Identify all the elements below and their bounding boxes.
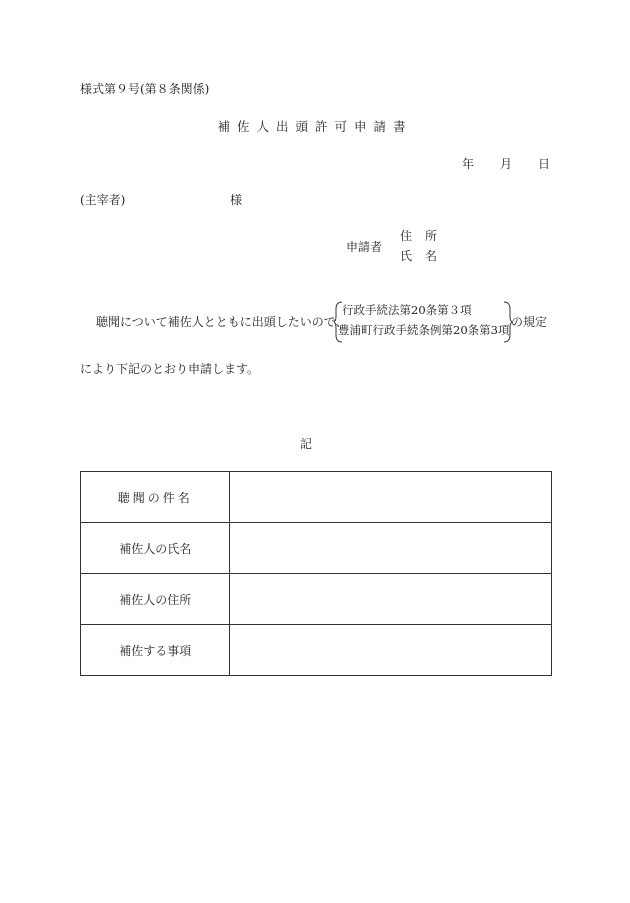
law-option-town-ordinance: 豊浦町行政手続条例第20条第3項 bbox=[338, 323, 510, 337]
assisted-matters-label: 補佐する事項 bbox=[81, 625, 230, 676]
law-option-administrative-procedure-act: 行政手続法第20条第３項 bbox=[342, 303, 472, 317]
assisted-matters-value[interactable] bbox=[230, 625, 552, 676]
date-year: 年 bbox=[461, 157, 474, 171]
hearing-subject-value[interactable] bbox=[230, 472, 552, 523]
body-text-second-line: により下記のとおり申請します。 bbox=[80, 362, 260, 376]
assistant-name-label: 補佐人の氏名 bbox=[81, 523, 230, 574]
assistant-address-label: 補佐人の住所 bbox=[81, 574, 230, 625]
assistant-name-value[interactable] bbox=[230, 523, 552, 574]
table-row bbox=[81, 625, 552, 676]
document-title: 補佐人出頭許可申請書 bbox=[217, 119, 413, 134]
applicant-name-label: 氏名 bbox=[400, 249, 451, 263]
ki-heading: 記 bbox=[299, 437, 312, 451]
form-number: 様式第９号(第８条関係) bbox=[80, 82, 210, 96]
table-row bbox=[81, 523, 552, 574]
host-honorific: 様 bbox=[230, 193, 243, 207]
date-day: 日 bbox=[537, 157, 550, 171]
date-line bbox=[462, 157, 550, 171]
applicant-label: 申請者 bbox=[346, 240, 383, 254]
body-text-end: の規定 bbox=[511, 315, 548, 329]
table-row bbox=[81, 472, 552, 523]
table-row bbox=[81, 574, 552, 625]
host-label: (主宰者) bbox=[80, 193, 126, 207]
assistant-address-value[interactable] bbox=[230, 574, 552, 625]
date-month: 月 bbox=[499, 157, 512, 171]
hearing-subject-label: 聴聞の件名 bbox=[81, 472, 230, 523]
applicant-address-label: 住所 bbox=[400, 229, 451, 243]
application-details-table bbox=[80, 471, 552, 676]
body-text-start: 聴聞について補佐人とともに出頭したいので、 bbox=[96, 315, 348, 329]
